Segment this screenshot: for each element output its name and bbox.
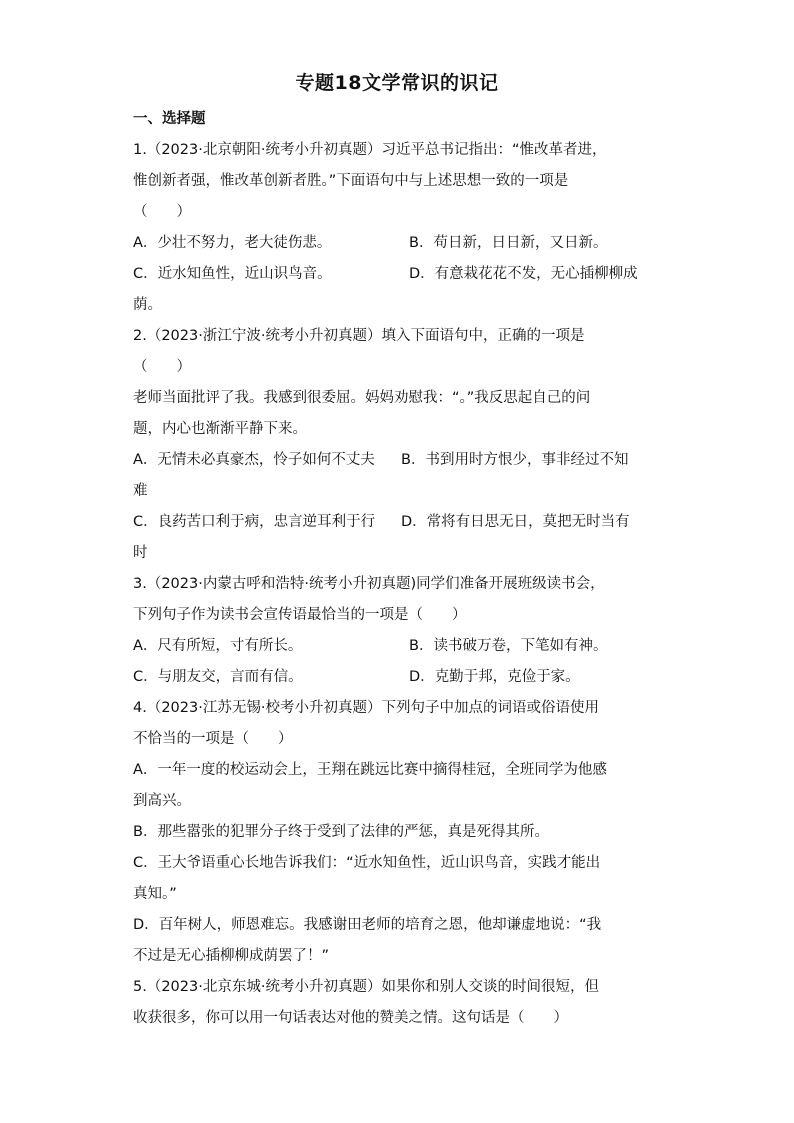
option-d-continued: 荫。 bbox=[133, 297, 162, 313]
option-d-continued: 时 bbox=[133, 545, 148, 561]
question-stem-line: 收获很多，你可以用一句话表达对他的赞美之情。这句话是（ ） bbox=[133, 1010, 568, 1026]
option-line: C．王大爷语重心长地告诉我们：“近水知鱼性，近山识鸟音，实践才能出 bbox=[133, 855, 601, 871]
option-c: C．近水知鱼性，近山识鸟音。 bbox=[133, 266, 332, 282]
answer-blank: （ ） bbox=[133, 204, 191, 220]
option-c: C．与朋友交，言而有信。 bbox=[133, 669, 303, 685]
option-row bbox=[133, 662, 663, 693]
question-3 bbox=[133, 569, 663, 693]
option-d: D．克勤于邦，克俭于家。 bbox=[409, 669, 580, 685]
question-stem-line: 2.（2023·浙江宁波·统考小升初真题）填入下面语句中，正确的一项是 bbox=[133, 328, 585, 344]
passage-line: 老师当面批评了我。我感到很委屈。妈妈劝慰我：“。”我反思起自己的问 bbox=[133, 390, 591, 406]
section-heading: 一、选择题 bbox=[133, 111, 206, 127]
option-b: B．书到用时方恨少，事非经过不知 bbox=[401, 452, 629, 468]
option-line: 真知。” bbox=[133, 886, 177, 902]
option-row bbox=[133, 228, 663, 259]
question-stem-line: 惟创新者强，惟改革创新者胜。”下面语句中与上述思想一致的一项是 bbox=[133, 173, 569, 189]
option-b: B．读书破万卷，下笔如有神。 bbox=[409, 638, 608, 654]
question-stem-line: 4.（2023·江苏无锡·校考小升初真题）下列句子中加点的词语或俗语使用 bbox=[133, 700, 599, 716]
question-stem-line: 1.（2023·北京朝阳·统考小升初真题）习近平总书记指出：“惟改革者进， bbox=[133, 142, 607, 158]
question-list bbox=[133, 135, 663, 1034]
option-row bbox=[133, 445, 663, 476]
option-d: D．有意栽花花不发，无心插柳柳成 bbox=[409, 266, 638, 282]
question-stem-line: 3.（2023·内蒙古呼和浩特·统考小升初真题)同学们准备开展班级读书会， bbox=[133, 576, 605, 592]
option-row bbox=[133, 259, 663, 290]
option-a: A．尺有所短，寸有所长。 bbox=[133, 638, 303, 654]
option-b: B．苟日新，日日新，又日新。 bbox=[409, 235, 608, 251]
question-1 bbox=[133, 135, 663, 321]
passage-line: 题，内心也渐渐平静下来。 bbox=[133, 421, 307, 437]
question-5 bbox=[133, 972, 663, 1034]
answer-blank: （ ） bbox=[133, 359, 191, 375]
option-row bbox=[133, 631, 663, 662]
option-d: D．常将有日思无日，莫把无时当有 bbox=[401, 514, 630, 530]
question-4 bbox=[133, 693, 663, 972]
option-line: 到高兴。 bbox=[133, 793, 191, 809]
option-c: C．良药苦口利于病，忠言逆耳利于行 bbox=[133, 514, 376, 530]
option-line: A．一年一度的校运动会上，王翔在跳远比赛中摘得桂冠，全班同学为他感 bbox=[133, 762, 607, 778]
option-b-continued: 难 bbox=[133, 483, 148, 499]
page-title: 专题18文学常识的识记 bbox=[295, 72, 499, 94]
option-a: A．少壮不努力，老大徒伤悲。 bbox=[133, 235, 332, 251]
question-stem-line: 不恰当的一项是（ ） bbox=[133, 731, 293, 747]
option-line: D．百年树人，师恩难忘。我感谢田老师的培育之恩，他却谦虚地说：“我 bbox=[133, 917, 602, 933]
option-line: 不过是无心插柳柳成荫罢了！” bbox=[133, 948, 330, 964]
question-2 bbox=[133, 321, 663, 569]
option-line: B．那些嚣张的犯罪分子终于受到了法律的严惩，真是死得其所。 bbox=[133, 824, 549, 840]
question-stem-line: 5.（2023·北京东城·统考小升初真题）如果你和别人交谈的时间很短，但 bbox=[133, 979, 599, 995]
option-a: A．无情未必真豪杰，怜子如何不丈夫 bbox=[133, 452, 375, 468]
option-row bbox=[133, 507, 663, 538]
question-stem-line: 下列句子作为读书会宣传语最恰当的一项是（ ） bbox=[133, 607, 467, 623]
